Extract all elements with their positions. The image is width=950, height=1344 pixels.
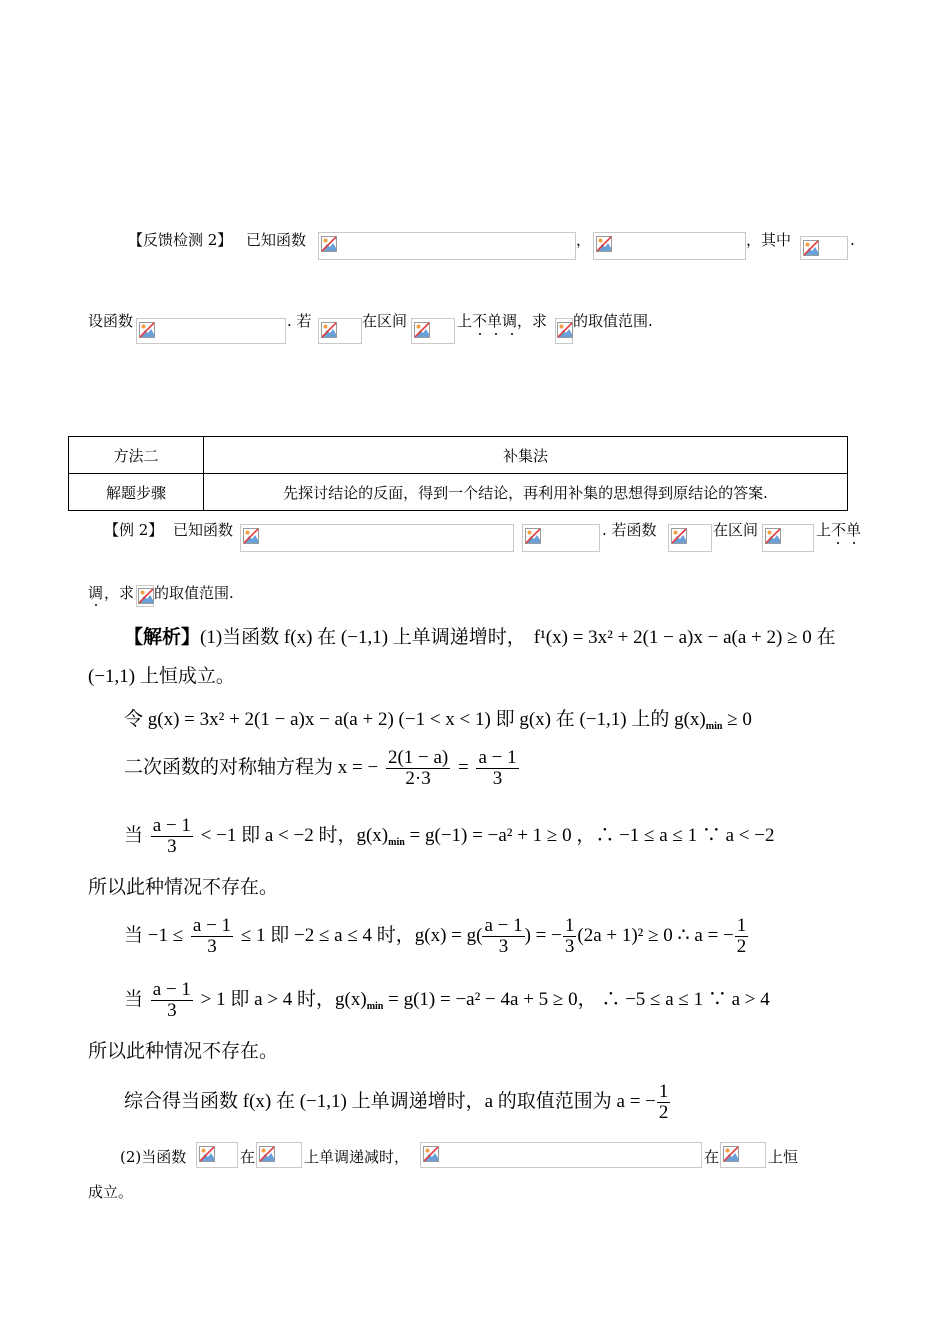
solution-formula: f¹(x) = 3x² + 2(1 − a)x − a(a + 2) ≥ 0 在 — [533, 627, 836, 648]
formula-image — [555, 318, 573, 344]
broken-image-icon — [243, 528, 259, 544]
solution-text: 当 — [124, 988, 144, 1010]
example-text: 已知函数 — [173, 521, 234, 539]
fraction: $\frac{a - 1}{3}$ — [478, 747, 517, 789]
solution-text: (2)当函数 — [120, 1148, 187, 1166]
example-text: . 若函数 — [602, 521, 657, 539]
subscript-min: min — [388, 836, 405, 848]
solution-text: (1)当函数 f(x) 在 (−1,1) 上单调递增时， — [200, 627, 526, 648]
table-cell-value: 补集法 — [204, 437, 848, 474]
feedback-text: 上不单调 — [457, 312, 518, 330]
solution-text: 令 g(x) = 3x² + 2(1 − a)x − a(a + 2) (−1 < x < 1) 即 g(x) 在 (−1,1) 上的 g(x) — [124, 709, 706, 730]
formula-image — [196, 1142, 238, 1168]
solution-line-4 — [124, 748, 522, 789]
solution-text: 在 — [240, 1148, 256, 1166]
broken-image-icon — [557, 322, 573, 338]
feedback-text: 设函数 — [88, 312, 134, 330]
solution-text: = g(1) = −a² − 4a + 5 ≥ 0， ∴ −5 ≤ a ≤ 1 ∵ a > 4 — [383, 988, 770, 1010]
example-text: 上不单 — [816, 521, 862, 539]
solution-label: 【解析】 — [124, 627, 201, 648]
broken-image-icon — [723, 1146, 739, 1162]
broken-image-icon — [321, 322, 337, 338]
fraction: $\frac{a - 1}{3}$ — [192, 915, 232, 957]
feedback-text: . — [850, 231, 855, 249]
solution-text: 在 — [704, 1148, 720, 1166]
subscript-min: min — [366, 1000, 384, 1012]
solution-text: ≤ 1 即 −2 ≤ a ≤ 4 时，g(x) = g( — [240, 924, 483, 946]
feedback-text: 的取值范围. — [573, 312, 653, 330]
solution-none-2: 所以此种情况不存在。 — [88, 1041, 279, 1062]
fraction: $\frac{2(1 - a)}{2\cdot 3}$ — [387, 747, 449, 789]
broken-image-icon — [671, 528, 687, 544]
solution-case-2 — [124, 916, 749, 957]
solution-text: 当 −1 ≤ — [124, 924, 184, 946]
solution-line-3 — [124, 708, 752, 739]
formula-image — [136, 585, 154, 607]
broken-image-icon — [803, 240, 819, 256]
solution-text: ) = − — [524, 924, 562, 946]
emphasis-dot — [95, 604, 97, 606]
solution-text: 当 — [124, 824, 144, 846]
broken-image-icon — [596, 236, 612, 252]
formula-image — [318, 318, 362, 344]
solution-text: = — [458, 756, 469, 778]
fraction: $\frac{1}{2}$ — [736, 915, 747, 957]
solution-summary — [124, 1082, 671, 1123]
feedback-text: . 若 — [287, 312, 312, 330]
broken-image-icon — [321, 236, 337, 252]
method-table — [68, 436, 848, 511]
broken-image-icon — [139, 322, 155, 338]
formula-image — [800, 236, 848, 260]
fraction: $\frac{1}{3}$ — [564, 915, 575, 957]
fraction: $\frac{a - 1}{3}$ — [152, 815, 191, 857]
fraction: $\frac{a - 1}{3}$ — [484, 915, 523, 957]
broken-image-icon — [138, 588, 154, 604]
broken-image-icon — [525, 528, 541, 544]
table-cell-label: 方法二 — [69, 437, 204, 474]
solution-text: 上单调递减时， — [304, 1148, 410, 1166]
example-label: 【例 2】 — [104, 521, 164, 539]
solution-text: 二次函数的对称轴方程为 x = − — [124, 756, 379, 778]
broken-image-icon — [199, 1146, 215, 1162]
table-row — [69, 474, 848, 511]
formula-image — [668, 524, 712, 552]
feedback-text: ，其中 — [746, 231, 792, 249]
fraction: $\frac{a - 1}{3}$ — [152, 979, 191, 1021]
fraction: $\frac{1}{2}$ — [658, 1081, 669, 1123]
solution-line-2: (−1,1) 上恒成立。 — [88, 666, 235, 687]
feedback-text: ，求 — [517, 312, 548, 330]
emphasis-dot — [837, 542, 839, 544]
broken-image-icon — [765, 528, 781, 544]
example-text: 在区间 — [713, 521, 759, 539]
subscript-min: min — [705, 721, 723, 732]
feedback-text: 在区间 — [362, 312, 408, 330]
solution-text: 上恒 — [768, 1148, 799, 1166]
broken-image-icon — [414, 322, 430, 338]
table-row — [69, 437, 848, 474]
emphasis-dot — [853, 542, 855, 544]
broken-image-icon — [259, 1146, 275, 1162]
feedback-text: ， — [576, 231, 592, 249]
formula-image — [720, 1142, 766, 1168]
example-text: 的取值范围. — [154, 584, 234, 602]
solution-text: > 1 即 a > 4 时，g(x) — [200, 988, 367, 1010]
solution-case-1 — [124, 816, 774, 857]
feedback-label: 【反馈检测 2】 — [128, 231, 233, 249]
solution-case-3 — [124, 980, 770, 1021]
solution-text: 综合得当函数 f(x) 在 (−1,1) 上单调递增时，a 的取值范围为 a = − — [124, 1090, 656, 1112]
formula-image — [318, 232, 576, 260]
solution-text: 成立。 — [88, 1183, 134, 1201]
solution-none-1: 所以此种情况不存在。 — [88, 877, 279, 898]
solution-text: < −1 即 a < −2 时，g(x) — [200, 824, 389, 846]
formula-image — [593, 232, 746, 260]
table-cell-label: 解题步骤 — [69, 474, 204, 511]
emphasis-dot — [495, 333, 497, 335]
feedback-text: 已知函数 — [246, 231, 307, 249]
broken-image-icon — [423, 1146, 439, 1162]
emphasis-dot — [511, 333, 513, 335]
example-text: 调 — [88, 584, 104, 602]
solution-text: ≥ 0 — [722, 709, 752, 730]
formula-image — [256, 1142, 302, 1168]
formula-image — [411, 318, 455, 344]
formula-image — [762, 524, 814, 552]
emphasis-dot — [479, 333, 481, 335]
solution-line-1 — [124, 626, 836, 650]
solution-text: = g(−1) = −a² + 1 ≥ 0 ，∴ −1 ≤ a ≤ 1 ∵ a < −2 — [404, 824, 775, 846]
formula-image — [240, 524, 514, 552]
example-text: ，求 — [104, 584, 135, 602]
formula-image — [136, 318, 286, 344]
table-cell-value: 先探讨结论的反面，得到一个结论，再利用补集的思想得到原结论的答案. — [204, 474, 848, 511]
solution-text: (2a + 1)² ≥ 0 ∴ a = − — [577, 924, 734, 946]
formula-image — [420, 1142, 702, 1168]
formula-image — [522, 524, 600, 552]
